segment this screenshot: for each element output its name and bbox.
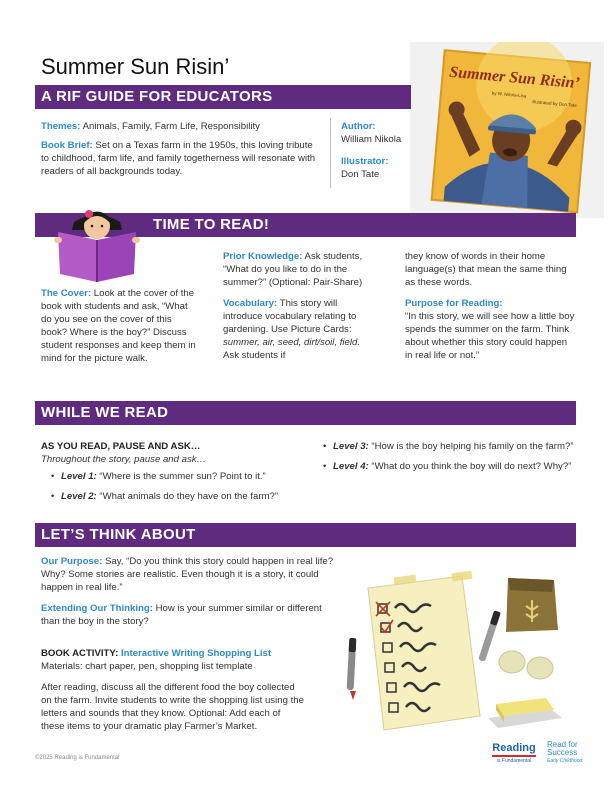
section-bar-guide [35,85,411,109]
book-cover-image [410,42,604,218]
activity-label: BOOK ACTIVITY: [41,648,121,659]
author-label: Author: [341,121,376,132]
activity-title: Interactive Writing Shopping List [120,648,272,659]
pen-left-image [347,638,357,700]
book-cover-panel [410,42,604,218]
vocab-text-1: This story will introduce vocabulary relating to gardening. Use Picture Cards: [223,298,357,335]
pause-subheading: Throughout the story, pause and ask… [41,454,207,465]
our-purpose-text: Say, “Do you think this story could happen in real life? Why? Some stories are realistic. Even though it is a story, it could happen in real life.” [41,556,334,593]
question-text: “What animals do they have on the farm?” [96,491,279,502]
cover-title-text: Summer Sun Risin’ [448,63,581,93]
activity-materials: Materials: chart paper, pen, shopping list template [41,661,253,672]
extend-text: How is your summer similar or different than the boy in the story? [41,603,322,627]
activity-text: After reading, discuss all the different food the boy collected on the farm. Invite students to write the shopping list using the letters and sounds that they know. Optional: Add each of these items to your dramatic play Farmer’s Market. [41,682,304,732]
list-item [41,470,291,483]
prior-vocab-section [223,250,378,362]
rif-logo-word: Reading [492,742,536,754]
think-section [41,555,341,628]
page-title: Summer Sun Risin’ [41,54,230,79]
cover-byline-illustrator: illustrated by Don Tate [532,99,577,108]
seed-bag-image [506,578,558,632]
question-text: “What do you think the boy will do next? Why?” [368,461,572,472]
question-text: “Where is the summer sun? Point to it.” [96,471,266,482]
brief-label: Book Brief: [41,140,93,151]
prior-text: Ask students, “What do you like to do in the summer?” (Optional: Pair-Share) [223,251,363,288]
cover-label: The Cover: [41,288,92,299]
while-right [313,440,581,480]
pause-heading: AS YOU READ, PAUSE AND ASK… [41,441,201,452]
question-level: Level 4: [333,461,369,472]
list-item [313,440,581,453]
vocab-text-2: Ask students if [223,350,286,361]
illustrator-label: Illustrator: [341,156,389,167]
section-bar-while [35,401,576,425]
shopping-list-illustration [340,570,580,740]
purpose-label: Purpose for Reading: [405,298,503,309]
our-purpose-label: Our Purpose: [41,556,103,567]
extend-label: Extending Our Thinking: [41,603,153,614]
vocab-label: Vocabulary: [223,298,278,309]
rif-logo [488,743,540,764]
cover-text: Look at the cover of the book with students and ask, “What do you see on the cover of this book? Where is the boy?” Discuss student responses and keep them in mind for the picture walk. [41,288,196,364]
eggs-image [499,651,553,679]
intro-left [41,120,321,178]
vocab-words: summer, air, seed, dirt/soil, field. [223,337,361,348]
intro-right [341,120,411,181]
rif-logo-sub: is Fundamental [496,758,532,764]
butter-image [488,698,562,728]
question-text: “How is the boy helping his family on the farm?” [368,441,574,452]
list-item [313,460,581,473]
activity-section [41,647,306,733]
question-list-left [41,470,291,503]
read-for-success-logo [547,741,602,765]
question-level: Level 2: [61,491,97,502]
r4s-line-3: Early Childhood [547,758,583,764]
purpose-text: “In this story, we will see how a little boy spends the summer on the farm. Think about whether this story could happen in real life or not.” [405,311,575,361]
girl-reading-icon [52,202,142,284]
col3-text: they know of words in their home language(s) that mean the same thing as these words. [405,251,567,288]
intro-divider [330,118,331,188]
r4s-line-2: Success [547,748,578,757]
pen-right-image [478,610,501,662]
author-name: William Nikola [341,134,402,145]
section-heading-read: TIME TO READ! [153,216,270,233]
question-list-right [313,440,581,473]
cover-byline-author: by W. Nikola-Lisa [491,90,527,99]
list-paper-image [368,571,480,730]
section-heading-guide: A RIF GUIDE FOR EDUCATORS [41,88,273,105]
section-heading-while: WHILE WE READ [41,404,169,421]
section-bar-think [35,523,576,547]
brief-text: Set on a Texas farm in the 1950s, this loving tribute to childhood, farm life, and family togetherness will resonate with readers of all backgrounds today. [41,140,316,177]
r4s-line-1: Read for [547,740,578,749]
cover-section [41,287,196,365]
illustrator-name: Don Tate [341,169,380,180]
question-level: Level 3: [333,441,369,452]
purpose-section [405,250,577,362]
while-left [41,440,291,510]
themes-text: Animals, Family, Farm Life, Responsibility [80,121,260,132]
list-item [41,490,291,503]
themes-label: Themes: [41,121,81,132]
copyright: ©2025 Reading is Fundamental [35,755,120,761]
question-level: Level 1: [61,471,97,482]
section-heading-think: LET’S THINK ABOUT [41,526,196,543]
prior-label: Prior Knowledge: [223,251,303,262]
